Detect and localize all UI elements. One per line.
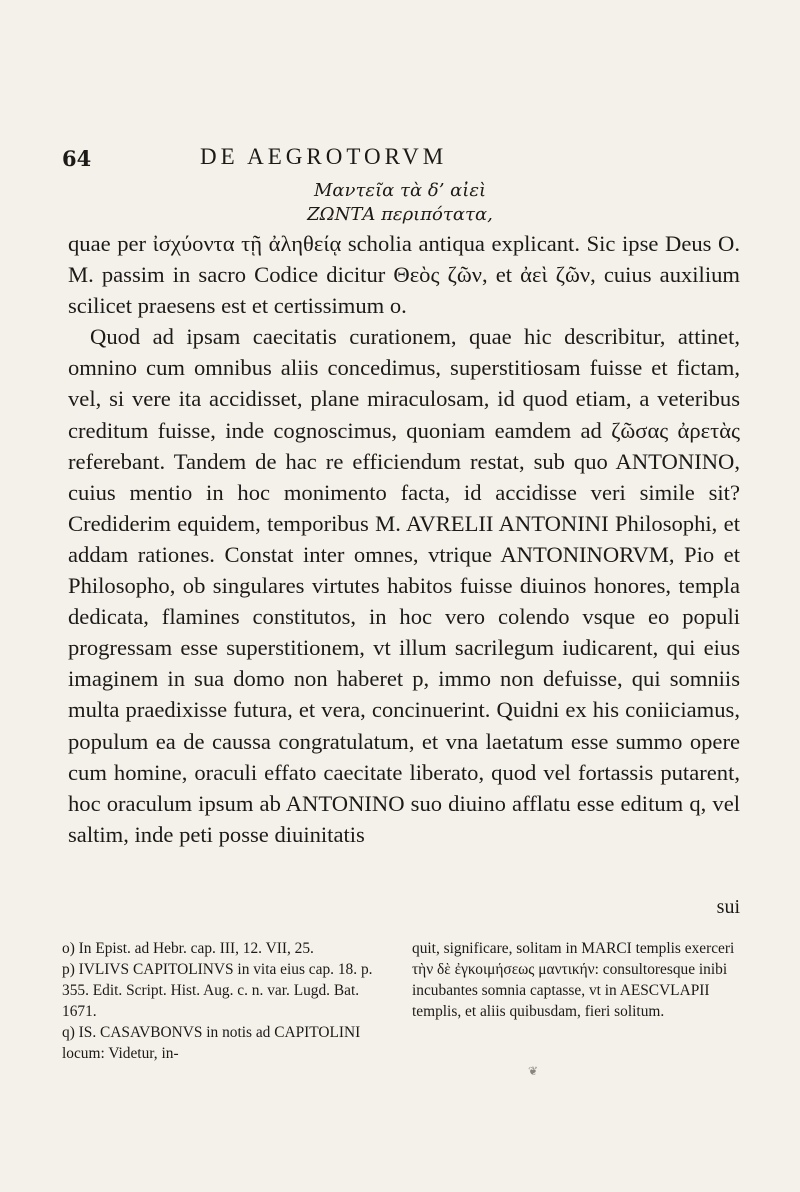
footnote: o) In Epist. ad Hebr. cap. III, 12. VII, 25.	[62, 940, 314, 957]
page-number: 64	[62, 146, 92, 171]
footnote: quit, significare, solitam in MARCI templis exerceri τὴν δὲ ἐγκοιμήσεως μαντικήν: consultoresque inibi incubantes somnia captasse, vt in AESCVLAPII templis, et aliis quibusdam, fieri solitum.	[412, 940, 735, 1020]
footnotes-left-column	[62, 938, 392, 1064]
footnote: p) IVLIVS CAPITOLINVS in vita eius cap. 18. p. 355. Edit. Script. Hist. Aug. c. n. var. Lugd. Bat. 1671.	[62, 961, 373, 1020]
running-head	[62, 140, 742, 176]
greek-verse-line-1: Μαντεῖα τὰ δ’ αἰεὶ	[313, 180, 487, 201]
main-text	[68, 228, 740, 850]
paragraph: Quod ad ipsam caecitatis curationem, quae hic describitur, attinet, omnino cum omnibus aliis concedimus, superstitiosam fuisse et fictam, vel, si vere ita accidisset, plane miraculosam, id quod etiam, a veteribus creditum fuisse, inde cognoscimus, quoniam eamdem ad ζῶσας ἀρετὰς referebant. Tandem de hac re efficiendum restat, sub quo ANTONINO, cuius mentio in hoc monimento facta, id accidisse veri simile sit? Crediderim equidem, temporibus M. AVRELII ANTONINI Philosophi, et addam rationes. Constat inter omnes, vtrique ANTONINORVM, Pio et Philosopho, ob singulares virtutes habitos fuisse diuinos honores, templa dedicata, flamines constitutos, in hoc vero colendo vsque eo populi progressam esse superstitionem, vt illum sacrilegum iudicarent, qui eius imaginem in sua domo non haberet p, immo non defuisse, qui somniis multa praedixisse futura, et vera, concinuerint. Quidni ex his coniiciamus, populum ea de caussa congratulatum, et vna laetatum esse summo opere cum homine, oraculi effato caecitate liberato, quod vel fortassis putarent, hoc oraculum ipsum ab ANTONINO suo diuino afflatu esse editum q, vel saltim, inde peti posse diuinitatis	[68, 324, 740, 847]
running-title: DE AEGROTORVM	[200, 144, 448, 169]
footnote: q) IS. CASAVBONVS in notis ad CAPITOLINI locum: Videtur, in-	[62, 1024, 361, 1062]
greek-verse-line-2: ΖΩΝΤΑ περιπότατα,	[307, 204, 493, 225]
footnotes	[62, 938, 742, 1064]
catchword: sui	[716, 896, 740, 918]
ornament-icon: ❦	[528, 1064, 539, 1078]
paragraph: quae per ἰσχύοντα τῇ ἀληθείᾳ scholia antiqua explicant. Sic ipse Deus O. M. passim in sacro Codice dicitur Θεὸς ζῶν, et ἀεὶ ζῶν, cuius auxilium scilicet praesens est et certissimum o.	[68, 231, 740, 319]
footnotes-right-column	[412, 938, 742, 1064]
